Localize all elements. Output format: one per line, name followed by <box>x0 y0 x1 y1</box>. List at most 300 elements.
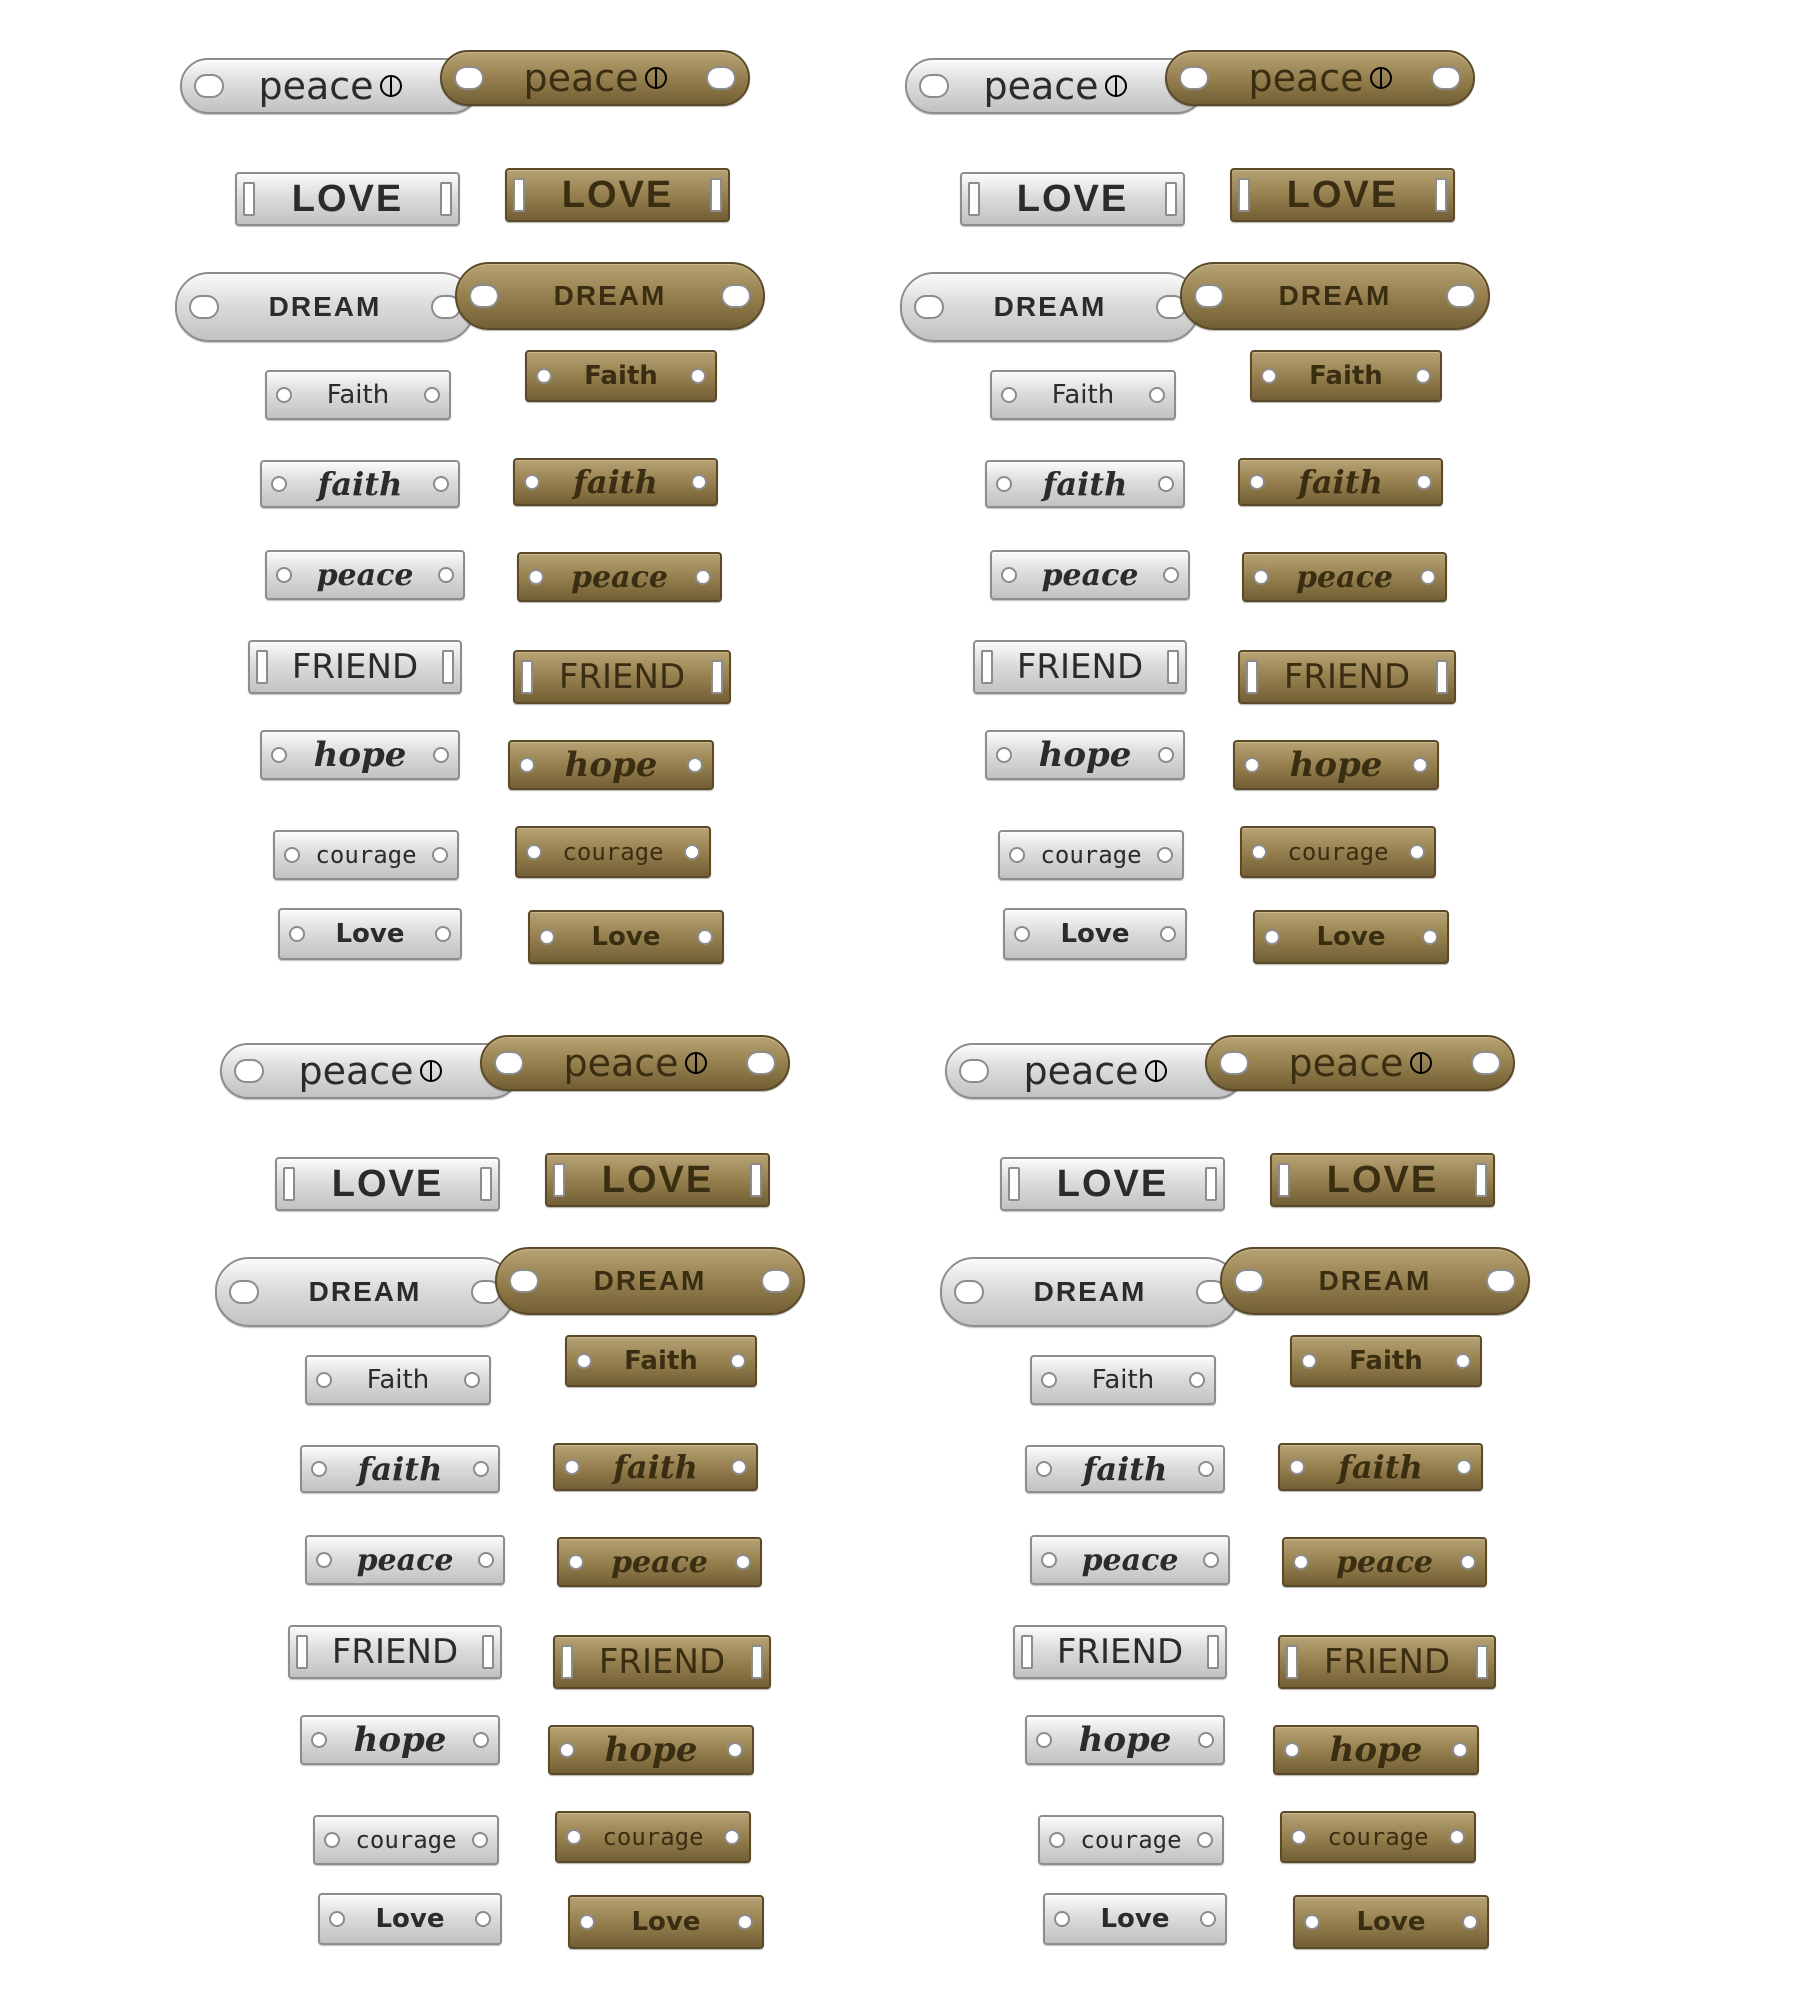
charm-word: Faith <box>366 1365 430 1395</box>
hole <box>1420 569 1436 585</box>
charm-courage <box>273 830 459 880</box>
charm-peace <box>1165 50 1475 106</box>
hole <box>761 1269 791 1293</box>
silver-column <box>150 40 480 1000</box>
hole <box>1054 1911 1070 1927</box>
charm-word: hope <box>1078 1720 1172 1760</box>
charm-word: hope <box>1289 745 1383 785</box>
charm-faith-script <box>1238 458 1443 506</box>
charm-friend <box>288 1625 502 1679</box>
hole <box>1041 1372 1057 1388</box>
charm-dream <box>175 272 475 342</box>
hole <box>1261 368 1277 384</box>
hole <box>469 284 499 308</box>
charm-word: peace <box>258 64 374 108</box>
charm-word: FRIEND <box>1323 1642 1451 1682</box>
hole <box>959 1059 989 1083</box>
charm-word: LOVE <box>1286 173 1399 216</box>
charm-hope <box>508 740 714 790</box>
charm-word: LOVE <box>601 1158 714 1201</box>
bronze-column <box>1205 1025 1535 1985</box>
charm-love-print <box>528 910 724 964</box>
slot <box>1246 660 1258 694</box>
hole <box>494 1051 524 1075</box>
peace-sign-icon <box>1410 1052 1432 1074</box>
charm-word: DREAM <box>993 291 1107 322</box>
charm-word: peace <box>1336 1544 1433 1580</box>
charm-word: courage <box>355 1826 457 1854</box>
charm-word: peace <box>611 1544 708 1580</box>
charm-word: Love <box>591 922 661 952</box>
charm-word: courage <box>1327 1823 1429 1851</box>
charm-peace-script <box>1030 1535 1230 1585</box>
slot <box>513 178 525 212</box>
charm-word: courage <box>602 1823 704 1851</box>
hole <box>735 1554 751 1570</box>
slot <box>1476 1645 1488 1679</box>
charm-dream <box>1220 1247 1530 1315</box>
slot <box>243 182 255 216</box>
hole <box>1264 929 1280 945</box>
hole <box>1412 757 1428 773</box>
hole <box>1041 1552 1057 1568</box>
hole <box>568 1554 584 1570</box>
silver-column <box>915 1025 1245 1985</box>
hole <box>1001 387 1017 403</box>
charm-word: Love <box>1316 922 1386 952</box>
hole <box>1486 1269 1516 1293</box>
charm-love-print <box>568 1895 764 1949</box>
charm-hope <box>1233 740 1439 790</box>
charm-faith-print <box>265 370 451 420</box>
charm-word: LOVE <box>1326 1158 1439 1201</box>
hole <box>576 1353 592 1369</box>
charm-set-top-right <box>875 40 1495 1000</box>
charm-love <box>275 1157 500 1211</box>
hole <box>566 1829 582 1845</box>
charm-word: FRIEND <box>558 657 686 697</box>
charm-love <box>505 168 730 222</box>
charm-word: Love <box>335 919 405 949</box>
hole <box>1189 1372 1205 1388</box>
charm-love-print <box>1003 908 1187 960</box>
charm-word: peace <box>316 557 414 593</box>
hole <box>731 1459 747 1475</box>
hole <box>684 844 700 860</box>
charm-peace-script <box>265 550 465 600</box>
hole <box>524 474 540 490</box>
hole <box>1179 66 1209 90</box>
charm-word: peace <box>1081 1542 1179 1578</box>
hole <box>724 1829 740 1845</box>
hole <box>526 844 542 860</box>
charm-word: Faith <box>624 1346 698 1376</box>
hole <box>311 1461 327 1477</box>
charm-peace-script <box>1242 552 1447 602</box>
slot <box>710 178 722 212</box>
hole <box>579 1914 595 1930</box>
slot <box>296 1635 308 1669</box>
charm-word: hope <box>564 745 658 785</box>
hole <box>1291 1829 1307 1845</box>
slot <box>283 1167 295 1201</box>
charm-set-bottom-left <box>190 1025 810 1985</box>
charm-word: peace <box>1288 1041 1404 1085</box>
charm-word: FRIEND <box>1016 647 1144 687</box>
charm-love-print <box>278 908 462 960</box>
hole <box>276 387 292 403</box>
charm-word: faith <box>317 465 403 503</box>
charm-word: FRIEND <box>1056 1632 1184 1672</box>
hole <box>730 1353 746 1369</box>
hole <box>1293 1554 1309 1570</box>
charm-love <box>1000 1157 1225 1211</box>
hole <box>1409 844 1425 860</box>
slot <box>1435 178 1447 212</box>
charm-faith-script <box>1278 1443 1483 1491</box>
hole <box>919 74 949 98</box>
hole <box>1253 569 1269 585</box>
charm-dream <box>215 1257 515 1327</box>
hole <box>564 1459 580 1475</box>
hole <box>1036 1461 1052 1477</box>
hole <box>706 66 736 90</box>
slot <box>553 1163 565 1197</box>
charm-peace-script <box>305 1535 505 1585</box>
charm-peace-script <box>517 552 722 602</box>
hole <box>324 1832 340 1848</box>
hole <box>1036 1732 1052 1748</box>
charm-courage <box>313 1815 499 1865</box>
charm-word: peace <box>356 1542 454 1578</box>
charm-word: LOVE <box>291 177 404 220</box>
hole <box>1219 1051 1249 1075</box>
hole <box>1456 1459 1472 1475</box>
charm-dream <box>495 1247 805 1315</box>
charm-word: DREAM <box>553 280 667 311</box>
hole <box>1014 926 1030 942</box>
hole <box>1194 284 1224 308</box>
charm-word: peace <box>298 1049 414 1093</box>
charm-word: LOVE <box>561 173 674 216</box>
hole <box>1452 1742 1468 1758</box>
charm-word: peace <box>571 559 668 595</box>
hole <box>316 1372 332 1388</box>
charm-friend <box>1013 1625 1227 1679</box>
peace-sign-icon <box>1370 67 1392 89</box>
charm-word: courage <box>1287 838 1389 866</box>
hole <box>1301 1353 1317 1369</box>
hole <box>695 569 711 585</box>
hole <box>509 1269 539 1293</box>
charm-love <box>960 172 1185 226</box>
charm-friend <box>1278 1635 1496 1689</box>
charm-word: faith <box>1082 1450 1168 1488</box>
hole <box>189 295 219 319</box>
charm-word: courage <box>315 841 417 869</box>
charm-word: Faith <box>1051 380 1115 410</box>
charm-word: hope <box>353 1720 447 1760</box>
hole <box>737 1914 753 1930</box>
hole <box>1244 757 1260 773</box>
charm-love-print <box>1043 1893 1227 1945</box>
charm-dream <box>455 262 765 330</box>
peace-sign-icon <box>1105 75 1127 97</box>
hole <box>914 295 944 319</box>
hole <box>289 926 305 942</box>
peace-sign-icon <box>380 75 402 97</box>
hole <box>1234 1269 1264 1293</box>
hole <box>1001 567 1017 583</box>
charm-peace <box>480 1035 790 1091</box>
charm-peace <box>905 58 1205 114</box>
charm-word: faith <box>573 463 658 501</box>
hole <box>229 1280 259 1304</box>
charm-word: Love <box>1356 1907 1426 1937</box>
hole <box>424 387 440 403</box>
charm-word: courage <box>1040 841 1142 869</box>
peace-sign-icon <box>420 1060 442 1082</box>
charm-word: Faith <box>584 361 658 391</box>
charm-word: DREAM <box>268 291 382 322</box>
charm-faith-script <box>513 458 718 506</box>
charm-word: DREAM <box>593 1265 707 1296</box>
slot <box>1008 1167 1020 1201</box>
slot <box>1021 1635 1033 1669</box>
hole <box>1149 387 1165 403</box>
hole <box>454 66 484 90</box>
bronze-column <box>440 40 770 1000</box>
bronze-column <box>1165 40 1495 1000</box>
charm-peace <box>1205 1035 1515 1091</box>
charm-courage <box>998 830 1184 880</box>
charm-love <box>545 1153 770 1207</box>
hole <box>464 1372 480 1388</box>
hole <box>1471 1051 1501 1075</box>
charm-word: faith <box>1042 465 1128 503</box>
charm-love <box>1270 1153 1495 1207</box>
charm-friend <box>248 640 462 694</box>
charm-word: peace <box>983 64 1099 108</box>
hole <box>539 929 555 945</box>
slot <box>1436 660 1448 694</box>
charm-word: peace <box>1248 56 1364 100</box>
charm-word: faith <box>357 1450 443 1488</box>
hole <box>1249 474 1265 490</box>
charm-faith-script <box>260 460 460 508</box>
charm-faith-print <box>1030 1355 1216 1405</box>
hole <box>1449 1829 1465 1845</box>
charm-dream <box>940 1257 1240 1327</box>
slot <box>968 182 980 216</box>
charm-courage <box>1280 1811 1476 1863</box>
charm-love-print <box>1293 1895 1489 1949</box>
charm-set-top-left <box>150 40 770 1000</box>
charm-word: hope <box>1038 735 1132 775</box>
charm-word: peace <box>563 1041 679 1085</box>
charm-hope <box>1025 1715 1225 1765</box>
charm-word: DREAM <box>308 1276 422 1307</box>
charm-love-print <box>318 1893 502 1945</box>
hole <box>284 847 300 863</box>
charm-faith-print <box>1290 1335 1482 1387</box>
charm-word: hope <box>1329 1730 1423 1770</box>
charm-faith-script <box>1025 1445 1225 1493</box>
hole <box>234 1059 264 1083</box>
charm-friend <box>973 640 1187 694</box>
charm-word: hope <box>313 735 407 775</box>
charm-word: Faith <box>326 380 390 410</box>
charm-hope <box>548 1725 754 1775</box>
charm-word: Faith <box>1349 1346 1423 1376</box>
charm-hope <box>1273 1725 1479 1775</box>
charm-word: hope <box>604 1730 698 1770</box>
charm-word: courage <box>562 838 664 866</box>
charm-friend <box>553 1635 771 1689</box>
hole <box>276 567 292 583</box>
slot <box>521 660 533 694</box>
hole <box>1446 284 1476 308</box>
charm-word: faith <box>1338 1448 1423 1486</box>
charm-word: FRIEND <box>291 647 419 687</box>
charm-peace-script <box>557 1537 762 1587</box>
charm-word: LOVE <box>1056 1162 1169 1205</box>
charm-love-print <box>1253 910 1449 964</box>
charm-word: LOVE <box>1016 177 1129 220</box>
hole <box>697 929 713 945</box>
hole <box>1304 1914 1320 1930</box>
hole <box>329 1911 345 1927</box>
charm-word: FRIEND <box>1283 657 1411 697</box>
hole <box>1009 847 1025 863</box>
slot <box>256 650 268 684</box>
charm-word: Faith <box>1309 361 1383 391</box>
slot <box>561 1645 573 1679</box>
peace-sign-icon <box>1145 1060 1167 1082</box>
silver-column <box>875 40 1205 1000</box>
hole <box>1416 474 1432 490</box>
hole <box>519 757 535 773</box>
charm-dream <box>1180 262 1490 330</box>
charm-word: Faith <box>1091 1365 1155 1395</box>
charm-faith-script <box>553 1443 758 1491</box>
slot <box>711 660 723 694</box>
hole <box>1422 929 1438 945</box>
charm-word: peace <box>1296 559 1393 595</box>
hole <box>996 476 1012 492</box>
charm-courage <box>1240 826 1436 878</box>
charm-peace-script <box>990 550 1190 600</box>
charm-word: faith <box>613 1448 698 1486</box>
hole <box>316 1552 332 1568</box>
slot <box>1278 1163 1290 1197</box>
charm-peace <box>945 1043 1245 1099</box>
hole <box>721 284 751 308</box>
hole <box>271 747 287 763</box>
charm-courage <box>515 826 711 878</box>
charm-word: Love <box>1100 1904 1170 1934</box>
charm-faith-script <box>985 460 1185 508</box>
charm-word: FRIEND <box>331 1632 459 1672</box>
slot <box>751 1645 763 1679</box>
charm-courage <box>555 1811 751 1863</box>
hole <box>1455 1353 1471 1369</box>
charm-word: DREAM <box>1318 1265 1432 1296</box>
charm-word: Love <box>375 1904 445 1934</box>
hole <box>1251 844 1267 860</box>
hole <box>194 74 224 98</box>
charm-word: peace <box>1023 1049 1139 1093</box>
charm-peace <box>180 58 480 114</box>
charm-set-bottom-right <box>915 1025 1535 1985</box>
charm-word: DREAM <box>1278 280 1392 311</box>
hole <box>690 368 706 384</box>
bronze-column <box>480 1025 810 1985</box>
slot <box>1286 1645 1298 1679</box>
charm-love <box>1230 168 1455 222</box>
hole <box>559 1742 575 1758</box>
charm-faith-print <box>525 350 717 402</box>
slot <box>981 650 993 684</box>
hole <box>311 1732 327 1748</box>
slot <box>1238 178 1250 212</box>
hole <box>528 569 544 585</box>
charm-faith-script <box>300 1445 500 1493</box>
charm-hope <box>260 730 460 780</box>
charm-love <box>235 172 460 226</box>
charm-faith-print <box>305 1355 491 1405</box>
charm-friend <box>513 650 731 704</box>
hole <box>1431 66 1461 90</box>
hole <box>1460 1554 1476 1570</box>
slot <box>1475 1163 1487 1197</box>
hole <box>727 1742 743 1758</box>
charm-peace <box>440 50 750 106</box>
charm-word: FRIEND <box>598 1642 726 1682</box>
charm-word: Love <box>1060 919 1130 949</box>
hole <box>1289 1459 1305 1475</box>
charm-word: peace <box>523 56 639 100</box>
charm-word: peace <box>1041 557 1139 593</box>
charm-hope <box>985 730 1185 780</box>
charm-word: DREAM <box>1033 1276 1147 1307</box>
charm-hope <box>300 1715 500 1765</box>
hole <box>954 1280 984 1304</box>
charm-faith-print <box>990 370 1176 420</box>
hole <box>536 368 552 384</box>
charm-faith-print <box>565 1335 757 1387</box>
charm-peace-script <box>1282 1537 1487 1587</box>
hole <box>271 476 287 492</box>
charm-word: Love <box>631 1907 701 1937</box>
peace-sign-icon <box>685 1052 707 1074</box>
charm-courage <box>1038 1815 1224 1865</box>
charm-peace <box>220 1043 520 1099</box>
hole <box>746 1051 776 1075</box>
charm-faith-print <box>1250 350 1442 402</box>
hole <box>1284 1742 1300 1758</box>
charm-dream <box>900 272 1200 342</box>
charm-word: courage <box>1080 1826 1182 1854</box>
hole <box>1049 1832 1065 1848</box>
peace-sign-icon <box>645 67 667 89</box>
hole <box>996 747 1012 763</box>
hole <box>1462 1914 1478 1930</box>
slot <box>750 1163 762 1197</box>
hole <box>691 474 707 490</box>
charm-word: LOVE <box>331 1162 444 1205</box>
hole <box>687 757 703 773</box>
